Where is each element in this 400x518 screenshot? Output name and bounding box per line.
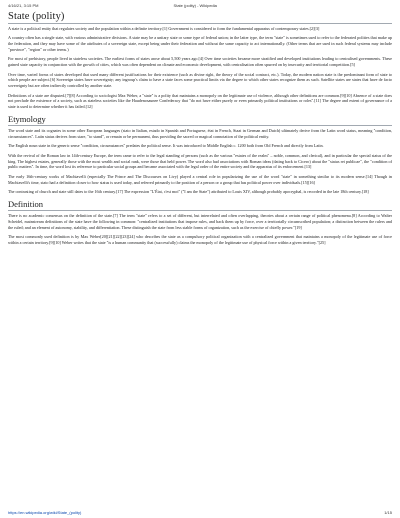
print-title: State (polity) - Wikipedia xyxy=(173,3,217,8)
etymology-paragraph-3: With the revival of the Roman law in 14th-century Europe, the term came to refer to the legal standing of persons (such as the various "estates of the realm" – noble, common, and clerical), and in particular the special status of the king. The highest estates, generally those with the most wealth and social rank, were those that held power. The word also had associations with Roman ideas (dating back to Cicero) about the "status rei publicae", the "condition of public matters". In time, the word lost its reference to particular social groups and became associated with the legal order of the entire society and the apparatus of its enforcement.[13] xyxy=(8,152,392,170)
etymology-paragraph-2: The English noun state in the generic sense "condition, circumstances" predates the political sense. It was introduced to Middle English c. 1200 both from Old French and directly from Latin. xyxy=(8,143,324,149)
intro-paragraph-3: For most of prehistory, people lived in stateless societies. The earliest forms of states arose about 5,500 years ago.[4] Over time societies became more stratified and developed institutions leading to centralised governments. These gained state capacity in conjunction with the growth of cities, which was often dependent on climate and economic development, with centralisation often spurred on by insecurity and territorial competition.[5] xyxy=(8,56,392,68)
etymology-paragraph-1: The word state and its cognates in some other European languages (stato in Italian, estado in Spanish and Portuguese, état in French, Staat in German and Dutch) ultimately derive from the Latin word status, meaning "condition, circumstances". Latin status derives from stare, "to stand", or remain or be permanent, thus providing the sacred or magical connotation of the political entity. xyxy=(8,128,392,140)
article xyxy=(8,11,392,249)
page-title: State (polity) xyxy=(8,11,392,24)
intro-paragraph-5: Definitions of a state are disputed.[7][8] According to sociologist Max Weber, a "state" is a polity that maintains a monopoly on the legitimate use of violence, although other definitions are common.[9][10] Absence of a state does not preclude the existence of a society, such as stateless societies like the Haudenosaunee Confederacy that "do not have either purely or even primarily political institutions or roles".[11] The degree and extent of governance of a state is used to determine whether it has failed.[12] xyxy=(8,92,392,110)
definition-paragraph-1: There is no academic consensus on the definition of the state.[7] The term "state" refers to a set of different, but interrelated and often overlapping, theories about a certain range of political phenomena.[8] According to Walter Scheidel, mainstream definitions of the state have the following in common: "centralized institutions that impose rules, and back them up by force, over a territorially circumscribed population; a distinction between the rulers and the ruled; and an element of autonomy, stability, and differentiation. These distinguish the state from less stable forms of organization, such as the exercise of chiefly power."[19] xyxy=(8,212,392,230)
etymology-paragraph-4: The early 16th-century works of Machiavelli (especially The Prince and The Discourses on Livy) played a central role in popularizing the use of the word "state" in something similar to its modern sense.[14] Though in Machiavelli's time, stato had a definition closer to how status is used today, and referred primarily to the position of a person or a group that has political power over individuals.[15][16] xyxy=(8,173,392,185)
print-header xyxy=(8,3,392,8)
print-page-number: 1/15 xyxy=(384,510,392,515)
print-url[interactable]: https://en.wikipedia.org/wiki/State_(polity) xyxy=(8,510,82,515)
print-footer xyxy=(8,510,392,515)
intro-paragraph-2: A country often has a single state, with various administrative divisions. A state may be a unitary state or some type of federal union; in the latter type, the term "state" is sometimes used to refer to the federated polities that make up the federation, and they may have some of the attributes of a sovereign state, except being under their federation and without the same capacity to act internationally. (Other terms that are used in such federal systems may include "province", "region" or other terms.) xyxy=(8,35,392,53)
etymology-paragraph-5: The contrasting of church and state still dates to the 16th century.[17] The expression "L'État, c'est moi" ("I am the State") attributed to Louis XIV, although probably apocryphal, is recorded in the late 18th century.[18] xyxy=(8,188,369,194)
section-heading-etymology: Etymology xyxy=(8,114,392,126)
intro-paragraph-1: A state is a political entity that regulates society and the population within a definite territory.[1] Government is considered to form the fundamental apparatus of contemporary states.[2][3] xyxy=(8,26,320,31)
print-date: 4/16/21, 3:15 PM xyxy=(8,3,39,8)
section-heading-definition: Definition xyxy=(8,199,392,211)
definition-paragraph-2: The most commonly used definition is by Max Weber[20][21][22][23][24] who describes the state as a compulsory political organization with a centralized government that maintains a monopoly of the legitimate use of force within a certain territory.[9][10] Weber writes that the state "is a human community that (successfully) claims the monopoly of the legitimate use of physical force within a given territory."[25] xyxy=(8,233,392,245)
intro-paragraph-4: Over time, varied forms of states developed that used many different justifications for their existence (such as divine right, the theory of the social contract, etc.). Today, the modern nation state is the predominant form of state to which people are subject.[6] Sovereign states have sovereignty; any ingroup's claim to have a state faces some practical limits via the degree to which other states recognize them as such. Satellite states are states that have de facto sovereignty but are often indirectly controlled by another state. xyxy=(8,71,392,89)
